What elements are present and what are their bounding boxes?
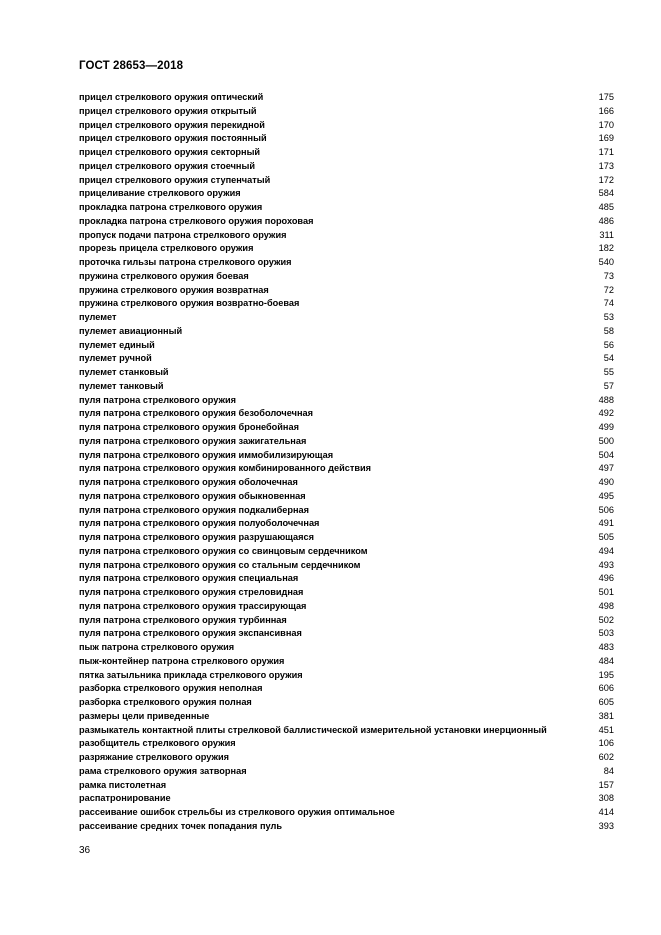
index-term: разборка стрелкового оружия полная — [79, 697, 252, 707]
index-term: пуля патрона стрелкового оружия обыкновенная — [79, 490, 306, 501]
index-entry — [79, 696, 614, 710]
index-entry — [79, 724, 614, 738]
index-entry — [79, 710, 614, 724]
index-entry — [79, 504, 614, 518]
index-term-number: 84 — [603, 765, 614, 776]
index-term-number: 500 — [598, 435, 614, 446]
index-term-number: 166 — [598, 105, 614, 116]
index-term-number: 175 — [598, 92, 614, 102]
index-term-number: 172 — [598, 174, 614, 185]
index-entry — [79, 284, 614, 298]
index-term: пуля патрона стрелкового оружия турбинная — [79, 614, 287, 625]
index-term-number: 182 — [598, 243, 614, 254]
index-entry — [79, 449, 614, 463]
index-term-number: 606 — [598, 683, 614, 694]
index-term: рама стрелкового оружия затворная — [79, 765, 247, 776]
index-entry — [79, 751, 614, 765]
index-entry — [79, 160, 614, 174]
index-term: пыж патрона стрелкового оружия — [79, 642, 235, 652]
index-entry — [79, 352, 614, 366]
index-term: прицел стрелкового оружия оптический — [79, 92, 264, 102]
index-entry — [79, 820, 614, 834]
index-term: прокладка патрона стрелкового оружия — [79, 202, 263, 212]
index-term: пуля патрона стрелкового оружия трассирующая — [79, 600, 307, 611]
index-term: пулемет танковый — [79, 380, 164, 391]
index-term: пуля патрона стрелкового оружия со свинцовым сердечником — [79, 545, 368, 556]
index-entry — [79, 531, 614, 545]
index-entry — [79, 119, 614, 133]
index-term: пуля патрона стрелкового оружия со стальным сердечником — [79, 559, 361, 570]
index-entry — [79, 572, 614, 586]
index-term-number: 506 — [598, 504, 614, 515]
index-term: разборка стрелкового оружия неполная — [79, 683, 263, 694]
index-entry — [79, 669, 614, 683]
index-entry — [79, 325, 614, 339]
index-term-number: 55 — [603, 367, 614, 377]
index-term: прицел стрелкового оружия стоечный — [79, 160, 255, 171]
index-term: пуля патрона стрелкового оружия оболочечная — [79, 477, 298, 487]
index-term-number: 414 — [598, 807, 614, 817]
index-entry — [79, 339, 614, 353]
index-entry — [79, 462, 614, 476]
index-term: прицел стрелкового оружия открытый — [79, 105, 257, 116]
index-entry — [79, 614, 614, 628]
index-entry — [79, 146, 614, 160]
index-term: пуля патрона стрелкового оружия комбинированного действия — [79, 463, 372, 474]
index-entry — [79, 311, 614, 325]
index-entry — [79, 806, 614, 820]
index-term-number: 169 — [598, 133, 614, 144]
index-term-number: 58 — [603, 325, 614, 336]
index-term: пружина стрелкового оружия возвратная — [79, 284, 269, 295]
index-term-number: 496 — [598, 573, 614, 584]
index-term-number: 171 — [598, 147, 614, 157]
index-term: пуля патрона стрелкового оружия — [79, 394, 236, 405]
index-term-number: 495 — [598, 490, 614, 501]
index-entry — [79, 297, 614, 311]
index-term: прицел стрелкового оружия ступенчатый — [79, 174, 271, 185]
index-term: пружина стрелкового оружия возвратно-боевая — [79, 298, 300, 309]
index-term: пуля патрона стрелкового оружия иммобилизирующая — [79, 449, 334, 460]
index-term: пружина стрелкового оружия боевая — [79, 270, 249, 281]
index-entry — [79, 682, 614, 696]
index-term: пуля патрона стрелкового оружия стреловидная — [79, 587, 304, 597]
index-term-number: 497 — [598, 463, 614, 474]
index-term: пулемет — [79, 312, 117, 322]
index-term: пуля патрона стрелкового оружия бронебойная — [79, 422, 299, 432]
index-entry — [79, 559, 614, 573]
index-term: распатронирование — [79, 793, 171, 804]
index-entry — [79, 174, 614, 188]
index-entry — [79, 476, 614, 490]
index-term: разряжание стрелкового оружия — [79, 752, 229, 762]
index-term-number: 488 — [598, 394, 614, 405]
index-term: прокладка патрона стрелкового оружия пороховая — [79, 215, 314, 226]
page-number: 36 — [79, 845, 91, 856]
index-term: пуля патрона стрелкового оружия зажигательная — [79, 435, 307, 446]
index-term-number: 74 — [603, 298, 614, 309]
index-entry — [79, 435, 614, 449]
index-term-number: 483 — [598, 642, 614, 652]
index-term: пулемет единый — [79, 339, 155, 350]
index-entry — [79, 229, 614, 243]
index-entry — [79, 270, 614, 284]
index-term-number: 504 — [598, 449, 614, 460]
index-term: рассеивание средних точек попадания пуль — [79, 820, 282, 831]
index-term-number: 503 — [598, 628, 614, 639]
index-entry — [79, 517, 614, 531]
index-term: пыж-контейнер патрона стрелкового оружия — [79, 655, 285, 666]
index-entry — [79, 380, 614, 394]
index-term-number: 605 — [598, 697, 614, 707]
index-term-number: 57 — [603, 380, 614, 391]
index-term-number: 451 — [598, 724, 614, 735]
index-term-number: 53 — [603, 312, 614, 322]
index-term-number: 54 — [603, 353, 614, 364]
index-term: пуля патрона стрелкового оружия безоболочечная — [79, 408, 314, 419]
index-term-number: 502 — [598, 614, 614, 625]
index-term-number: 56 — [603, 339, 614, 350]
index-entry — [79, 792, 614, 806]
index-term: прицел стрелкового оружия постоянный — [79, 133, 267, 144]
index-term-number: 484 — [598, 655, 614, 666]
index-term-number: 584 — [598, 188, 614, 199]
index-term: прорезь прицела стрелкового оружия — [79, 243, 254, 254]
index-entry — [79, 215, 614, 229]
index-term-number: 173 — [598, 160, 614, 171]
index-term-number: 308 — [598, 793, 614, 804]
index-term-number: 493 — [598, 559, 614, 570]
index-term: размыкатель контактной плиты стрелковой баллистической измерительной установки инерционный — [79, 724, 547, 735]
index-term-number: 486 — [598, 215, 614, 226]
index-entry — [79, 586, 614, 600]
index-term: разобщитель стрелкового оружия — [79, 738, 236, 749]
index-term-number: 393 — [598, 820, 614, 831]
index-entry — [79, 421, 614, 435]
index-term: пулемет ручной — [79, 353, 152, 364]
index-term-number: 501 — [598, 587, 614, 597]
index-term-number: 73 — [603, 270, 614, 281]
index-entry — [79, 394, 614, 408]
index-entry — [79, 545, 614, 559]
index-entry — [79, 366, 614, 380]
index-entry — [79, 737, 614, 751]
index-entry — [79, 655, 614, 669]
index-term-number: 602 — [598, 752, 614, 762]
index-term-number: 491 — [598, 518, 614, 529]
index-term-number: 72 — [603, 284, 614, 295]
index-term-number: 106 — [598, 738, 614, 749]
index-list — [79, 91, 614, 834]
index-term-number: 492 — [598, 408, 614, 419]
index-term-number: 195 — [598, 669, 614, 680]
index-term: пуля патрона стрелкового оружия полуоболочечная — [79, 518, 320, 529]
index-entry — [79, 187, 614, 201]
index-term: рассеивание ошибок стрельбы из стрелкового оружия оптимальное — [79, 807, 395, 817]
index-entry — [79, 91, 614, 105]
index-term-number: 381 — [598, 710, 614, 721]
index-entry — [79, 627, 614, 641]
index-term-number: 485 — [598, 202, 614, 212]
index-term: рамка пистолетная — [79, 779, 167, 790]
index-entry — [79, 132, 614, 146]
index-term-number: 540 — [598, 257, 614, 267]
index-term: размеры цели приведенные — [79, 710, 210, 721]
index-term-number: 311 — [599, 229, 614, 240]
document-header: ГОСТ 28653—2018 — [79, 60, 184, 72]
index-term-number: 499 — [598, 422, 614, 432]
index-term: пуля патрона стрелкового оружия разрушающаяся — [79, 532, 314, 542]
index-entry — [79, 641, 614, 655]
index-term: пуля патрона стрелкового оружия специальная — [79, 573, 299, 584]
index-term: пулемет авиационный — [79, 325, 183, 336]
index-entry — [79, 765, 614, 779]
index-entry — [79, 256, 614, 270]
index-term: пулемет станковый — [79, 367, 169, 377]
index-term: пятка затыльника приклада стрелкового оружия — [79, 669, 303, 680]
index-entry — [79, 105, 614, 119]
index-entry — [79, 201, 614, 215]
index-entry — [79, 600, 614, 614]
index-term: прицеливание стрелкового оружия — [79, 188, 241, 199]
index-entry — [79, 407, 614, 421]
index-entry — [79, 779, 614, 793]
index-entry — [79, 490, 614, 504]
index-term-number: 498 — [598, 600, 614, 611]
index-term: прицел стрелкового оружия секторный — [79, 147, 261, 157]
index-term: проточка гильзы патрона стрелкового оружия — [79, 257, 292, 267]
index-term-number: 505 — [598, 532, 614, 542]
index-term-number: 490 — [598, 477, 614, 487]
index-term: пропуск подачи патрона стрелкового оружия — [79, 229, 287, 240]
index-term-number: 494 — [598, 545, 614, 556]
index-term: пуля патрона стрелкового оружия экспансивная — [79, 628, 302, 639]
index-entry — [79, 242, 614, 256]
index-term: прицел стрелкового оружия перекидной — [79, 119, 265, 130]
index-term-number: 157 — [598, 779, 614, 790]
index-term-number: 170 — [598, 119, 614, 130]
index-term: пуля патрона стрелкового оружия подкалиберная — [79, 504, 310, 515]
